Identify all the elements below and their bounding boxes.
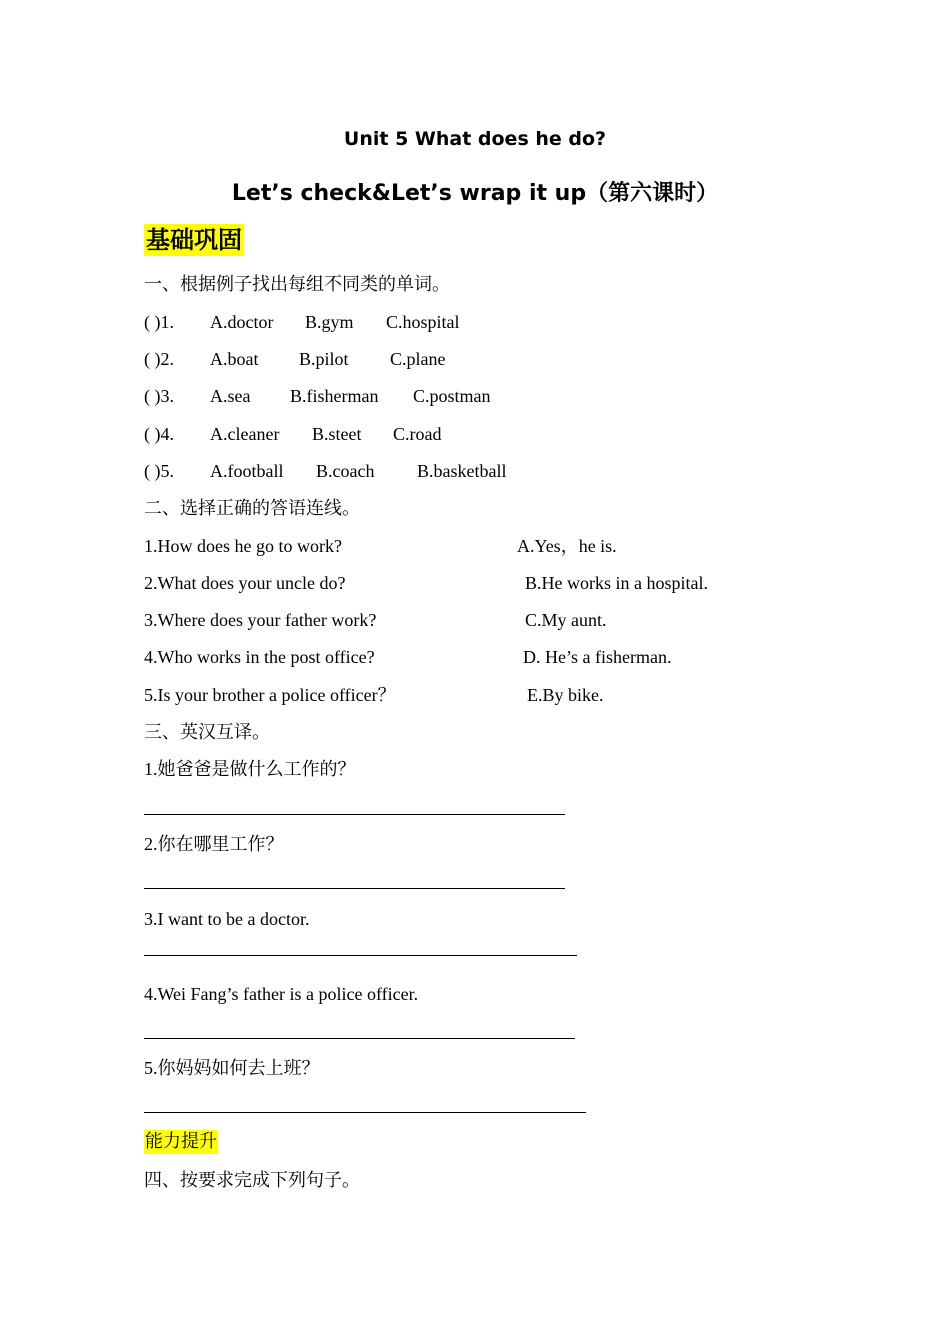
option-c: B.basketball: [417, 461, 507, 481]
match-answer: E.By bike.: [527, 685, 604, 705]
option-b: B.gym: [305, 312, 354, 332]
item-number: ( )2.: [144, 349, 174, 369]
item-number: ( )3.: [144, 386, 174, 406]
match-answer: C.My aunt.: [525, 610, 607, 630]
page-subtitle: Let’s check&Let’s wrap it up（第六课时）: [231, 181, 719, 206]
option-c: C.road: [393, 424, 442, 444]
item-number: ( )4.: [144, 424, 174, 444]
option-b: B.coach: [316, 461, 375, 481]
match-answer: B.He works in a hospital.: [525, 573, 708, 593]
option-a: A.boat: [210, 349, 259, 369]
option-a: A.football: [210, 461, 284, 481]
item-number: ( )5.: [144, 461, 174, 481]
match-question: 4.Who works in the post office?: [144, 647, 375, 667]
answer-line[interactable]: [144, 1038, 575, 1039]
section-heading-advanced: 能力提升: [145, 1131, 217, 1152]
match-question: 3.Where does your father work?: [144, 610, 377, 630]
page-title: Unit 5 What does he do?: [343, 128, 607, 150]
option-c: C.hospital: [386, 312, 460, 332]
match-question: 1.How does he go to work?: [144, 536, 342, 556]
answer-line[interactable]: [144, 1112, 586, 1113]
section-heading-basic: 基础巩固: [146, 226, 242, 254]
part4-instruction: 四、按要求完成下列句子。: [144, 1170, 360, 1190]
translate-item: 4.Wei Fang’s father is a police officer.: [144, 984, 419, 1004]
match-answer: A.Yes，he is.: [517, 536, 617, 556]
answer-line[interactable]: [144, 814, 565, 815]
answer-line[interactable]: [144, 955, 577, 956]
translate-item: 2.你在哪里工作？: [144, 834, 284, 854]
part3-instruction: 三、英汉互译。: [144, 722, 270, 742]
match-answer: D. He’s a fisherman.: [523, 647, 672, 667]
option-c: C.postman: [413, 386, 491, 406]
answer-line[interactable]: [144, 888, 565, 889]
option-c: C.plane: [390, 349, 446, 369]
option-b: B.steet: [312, 424, 362, 444]
item-number: ( )1.: [144, 312, 174, 332]
match-question: 2.What does your uncle do?: [144, 573, 346, 593]
option-a: A.cleaner: [210, 424, 280, 444]
option-b: B.pilot: [299, 349, 349, 369]
translate-item: 5.你妈妈如何去上班？: [144, 1058, 320, 1078]
option-a: A.doctor: [210, 312, 274, 332]
option-b: B.fisherman: [290, 386, 379, 406]
part2-instruction: 二、选择正确的答语连线。: [144, 498, 360, 518]
translate-item: 3.I want to be a doctor.: [144, 909, 310, 929]
part1-instruction: 一、根据例子找出每组不同类的单词。: [144, 274, 450, 294]
match-question: 5.Is your brother a police officer？: [144, 685, 396, 705]
translate-item: 1.她爸爸是做什么工作的？: [144, 759, 356, 779]
option-a: A.sea: [210, 386, 251, 406]
